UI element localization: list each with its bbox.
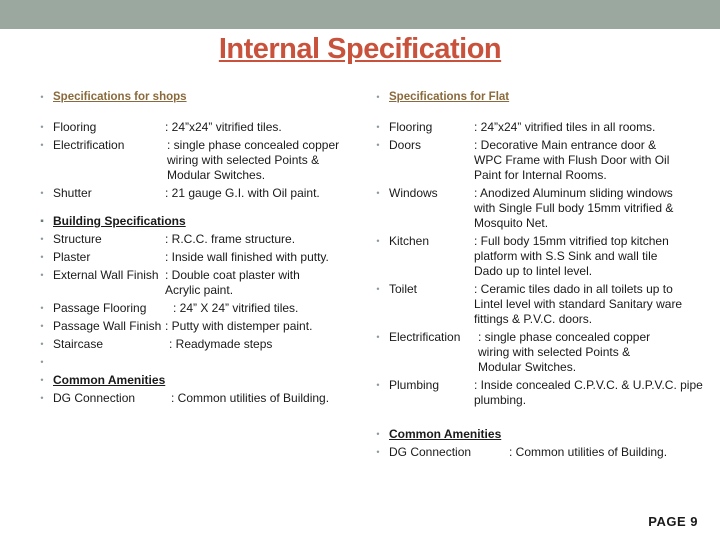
bullet-icon: • xyxy=(40,92,44,102)
list-item xyxy=(37,319,357,334)
spec-value: : Full body 15mm vitrified top kitchen platform with S.S Sink and wall tile Dado up to lintel level. xyxy=(474,234,669,278)
spec-value: : single phase concealed copper wiring with selected Points & Modular Switches. xyxy=(478,330,651,374)
spec-term: Toilet xyxy=(389,282,418,296)
list-item xyxy=(373,120,703,135)
building-heading-row xyxy=(37,214,357,229)
spec-value: : Common utilities of Building. xyxy=(509,445,668,459)
list-item xyxy=(373,138,703,183)
list-item xyxy=(37,186,357,201)
spec-term: Plaster xyxy=(53,250,91,264)
spec-term: Passage Flooring xyxy=(53,301,147,315)
bullet-icon: • xyxy=(40,375,44,385)
bullet-icon: • xyxy=(376,332,380,342)
bullet-icon: • xyxy=(40,122,44,132)
bullet-icon: • xyxy=(376,236,380,246)
flat-column xyxy=(373,90,703,463)
bullet-icon: • xyxy=(376,140,380,150)
bullet-icon: • xyxy=(376,447,380,457)
spec-term: External Wall Finish xyxy=(53,268,159,282)
list-item xyxy=(37,337,357,352)
empty-list-item xyxy=(37,355,357,370)
spec-term: DG Connection xyxy=(389,445,472,459)
spec-term: Electrification xyxy=(53,138,125,152)
spec-term: Windows xyxy=(389,186,438,200)
bullet-icon: • xyxy=(376,92,380,102)
spec-value: : 24” X 24” vitrified tiles. xyxy=(173,301,299,315)
spec-value: : 21 gauge G.I. with Oil paint. xyxy=(165,186,320,200)
bullet-icon: • xyxy=(376,188,380,198)
bullet-icon: • xyxy=(376,429,380,439)
list-item xyxy=(37,250,357,265)
page-number: PAGE 9 xyxy=(648,514,698,529)
flat-heading: Specifications for Flat xyxy=(389,91,510,103)
spec-term: Passage Wall Finish xyxy=(53,319,162,333)
building-heading: Building Specifications xyxy=(53,214,186,228)
top-bar xyxy=(0,0,720,29)
list-item xyxy=(37,301,357,316)
spec-value: : Inside concealed C.P.V.C. & U.P.V.C. pipe plumbing. xyxy=(474,378,703,407)
spec-value: : Double coat plaster with Acrylic paint. xyxy=(165,268,300,297)
amenities-heading-row xyxy=(37,373,357,388)
amenities-heading: Common Amenities xyxy=(389,427,502,441)
list-item xyxy=(373,378,703,408)
bullet-icon: • xyxy=(376,284,380,294)
bullet-icon: • xyxy=(40,339,44,349)
shops-heading-row xyxy=(37,90,357,105)
list-item xyxy=(373,445,703,460)
bullet-icon: • xyxy=(40,303,44,313)
bullet-icon: • xyxy=(376,380,380,390)
amenities-heading-row xyxy=(373,427,703,442)
square-bullet-icon: ▪ xyxy=(40,216,44,227)
shops-heading: Specifications for shops xyxy=(53,91,187,103)
spec-term: DG Connection xyxy=(53,391,136,405)
spec-value: : 24”x24” vitrified tiles. xyxy=(165,120,282,134)
list-item xyxy=(373,330,703,375)
spec-term: Flooring xyxy=(389,120,433,134)
flat-heading-row xyxy=(373,90,703,105)
list-item xyxy=(37,138,357,183)
list-item xyxy=(373,282,703,327)
spec-value: : Readymade steps xyxy=(169,337,273,351)
list-item xyxy=(373,186,703,231)
bullet-icon: • xyxy=(40,393,44,403)
spec-term: Shutter xyxy=(53,186,92,200)
page-title: Internal Specification xyxy=(218,33,502,65)
spec-term: Doors xyxy=(389,138,422,152)
list-item xyxy=(37,232,357,247)
bullet-icon: • xyxy=(40,188,44,198)
spec-value: : Inside wall finished with putty. xyxy=(165,250,329,264)
bullet-icon: • xyxy=(376,122,380,132)
spec-term: Flooring xyxy=(53,120,97,134)
spec-value: : Putty with distemper paint. xyxy=(165,319,313,333)
spec-value: : Ceramic tiles dado in all toilets up to Lintel level with standard Sanitary ware fittings & P.V.C. doors. xyxy=(474,282,683,326)
spec-value: : Anodized Aluminum sliding windows with Single Full body 15mm vitrified & Mosquito Net. xyxy=(474,186,674,230)
bullet-icon: • xyxy=(40,357,44,367)
spec-term: Plumbing xyxy=(389,378,440,392)
list-item xyxy=(37,391,357,406)
list-item xyxy=(373,234,703,279)
spec-term: Staircase xyxy=(53,337,104,351)
spec-value: : Decorative Main entrance door & WPC Frame with Flush Door with Oil Paint for Internal Rooms. xyxy=(474,138,670,182)
spec-term: Electrification xyxy=(389,330,461,344)
shops-column xyxy=(37,90,357,409)
bullet-icon: • xyxy=(40,140,44,150)
list-item xyxy=(37,268,357,298)
bullet-icon: • xyxy=(40,321,44,331)
bullet-icon: • xyxy=(40,270,44,280)
spec-value: : 24”x24” vitrified tiles in all rooms. xyxy=(474,120,656,134)
spec-value: : R.C.C. frame structure. xyxy=(165,232,296,246)
spec-term: Kitchen xyxy=(389,234,430,248)
amenities-heading: Common Amenities xyxy=(53,373,166,387)
spec-term: Structure xyxy=(53,232,102,246)
bullet-icon: • xyxy=(40,234,44,244)
list-item xyxy=(37,120,357,135)
bullet-icon: • xyxy=(40,252,44,262)
spec-value: : Common utilities of Building. xyxy=(171,391,330,405)
spec-value: : single phase concealed copper wiring with selected Points & Modular Switches. xyxy=(167,138,340,182)
